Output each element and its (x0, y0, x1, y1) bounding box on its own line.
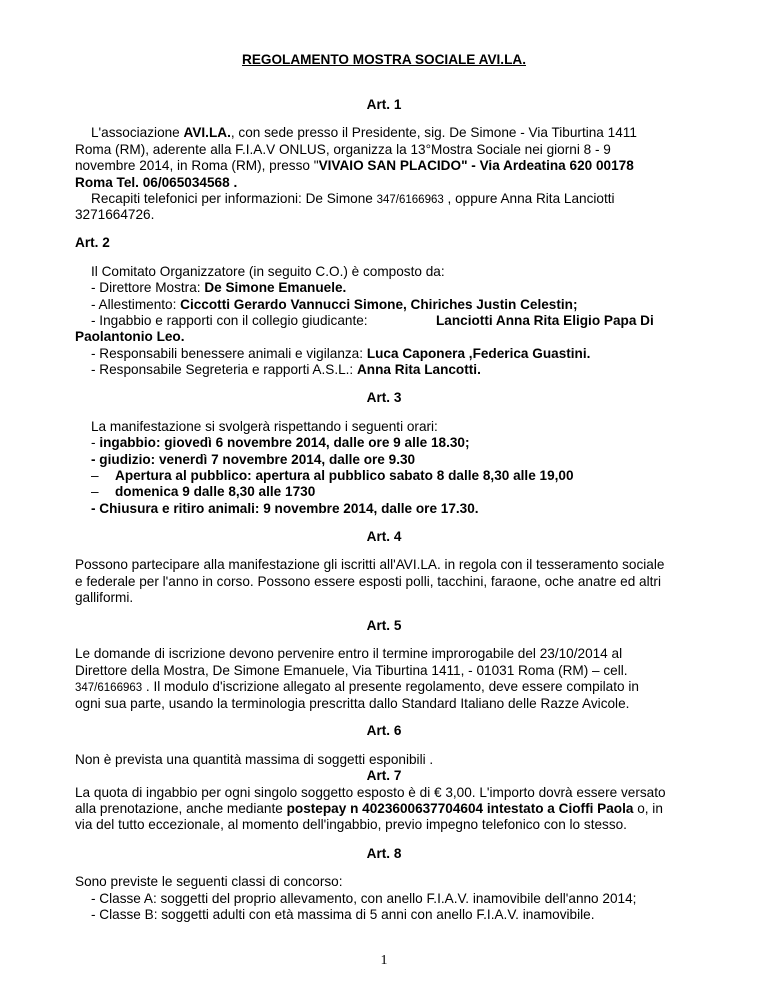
art5-line: Direttore della Mostra, De Simone Emanuele, Via Tiburtina 1411, - 01031 Roma (RM) – cell. (75, 663, 628, 678)
art5-line: ogni sua parte, usando la terminologia prescritta dallo Standard Italiano delle Razze Avicole. (75, 696, 630, 711)
art8-item: - Classe A: soggetti del proprio allevamento, con anello F.I.A.V. inamovibile dell'anno 2014; (91, 891, 637, 906)
art5-line: Le domande di iscrizione devono pervenire entro il termine improrogabile del 23/10/2014 al (75, 646, 623, 661)
art1-line: L'associazione AVI.LA., con sede presso il Presidente, sig. De Simone - Via Tiburtina 1411 (91, 125, 637, 140)
art8-item: - Classe B: soggetti adulti con età massima di 5 anni con anello F.I.A.V. inamovibile. (91, 907, 595, 922)
art1-line: novembre 2014, in Roma (RM), presso "VIVAIO SAN PLACIDO" - Via Ardeatina 620 00178 (75, 158, 634, 173)
art4-line: Possono partecipare alla manifestazione gli iscritti all'AVI.LA. in regola con il tesseramento sociale (75, 557, 665, 572)
art2-item: - Responsabile Segreteria e rapporti A.S.L.: Anna Rita Lancotti. (91, 362, 481, 377)
art1-line: Roma (RM), aderente alla F.I.A.V ONLUS, organizza la 13°Mostra Sociale nei giorni 8 - 9 (75, 142, 611, 157)
art2-item: - Allestimento: Ciccotti Gerardo Vannucci Simone, Chiriches Justin Celestin; (91, 297, 578, 312)
art5-line: 347/6166963 . Il modulo d'iscrizione allegato al presente regolamento, deve essere compilato in (75, 679, 639, 694)
art2-item-names: Lanciotti Anna Rita Eligio Papa Di (436, 313, 654, 328)
art2-heading: Art. 2 (75, 235, 110, 250)
art1-line: Roma Tel. 06/065034568 . (75, 175, 238, 190)
page-number: 1 (380, 953, 388, 968)
art8-heading: Art. 8 (366, 846, 402, 861)
art3-item: - giudizio: venerdì 7 novembre 2014, dalle ore 9.30 (91, 452, 416, 467)
art2-item-names: Paolantonio Leo. (75, 329, 185, 344)
art2-line: Il Comitato Organizzatore (in seguito C.O.) è composto da: (91, 264, 445, 279)
art1-line: Recapiti telefonici per informazioni: De Simone 347/6166963 , oppure Anna Rita Lanciotti (91, 191, 615, 206)
art2-item: - Direttore Mostra: De Simone Emanuele. (91, 280, 347, 295)
art7-heading: Art. 7 (366, 768, 402, 783)
art7-line: via del tutto eccezionale, al momento dell'ingabbio, previo impegno telefonico con lo stesso. (75, 817, 627, 832)
art7-line: alla prenotazione, anche mediante postepay n 4023600637704604 intestato a Cioffi Paola o, in (75, 801, 663, 816)
art4-line: galliformi. (75, 590, 134, 605)
art3-line: La manifestazione si svolgerà rispettando i seguenti orari: (91, 419, 438, 434)
art4-line: e federale per l'anno in corso. Possono essere esposti polli, tacchini, faraone, oche anatre ed altri (75, 574, 661, 589)
art4-heading: Art. 4 (366, 529, 402, 544)
art7-line: La quota di ingabbio per ogni singolo soggetto esposto è di € 3,00. L'importo dovrà essere versato (75, 785, 666, 800)
art3-item: – domenica 9 dalle 8,30 alle 1730 (91, 484, 316, 499)
art6-line: Non è prevista una quantità massima di soggetti esponibili . (75, 752, 434, 767)
art8-line: Sono previste le seguenti classi di concorso: (75, 874, 343, 889)
art2-item: - Ingabbio e rapporti con il collegio giudicante: (91, 313, 368, 328)
art5-heading: Art. 5 (366, 618, 402, 633)
art1-heading: Art. 1 (366, 97, 402, 112)
art3-heading: Art. 3 (366, 390, 402, 405)
art1-line: 3271664726. (75, 207, 155, 222)
document-title: REGOLAMENTO MOSTRA SOCIALE AVI.LA. (242, 52, 526, 67)
bullet-dash: – (91, 484, 99, 499)
art6-heading: Art. 6 (366, 723, 402, 738)
art3-item: – Apertura al pubblico: apertura al pubblico sabato 8 dalle 8,30 alle 19,00 (91, 468, 574, 483)
art3-item: - ingabbio: giovedì 6 novembre 2014, dalle ore 9 alle 18.30; (91, 435, 470, 450)
bullet-dash: – (91, 468, 99, 483)
art3-item: - Chiusura e ritiro animali: 9 novembre 2014, dalle ore 17.30. (91, 501, 479, 516)
art2-item: - Responsabili benessere animali e vigilanza: Luca Caponera ,Federica Guastini. (91, 346, 591, 361)
